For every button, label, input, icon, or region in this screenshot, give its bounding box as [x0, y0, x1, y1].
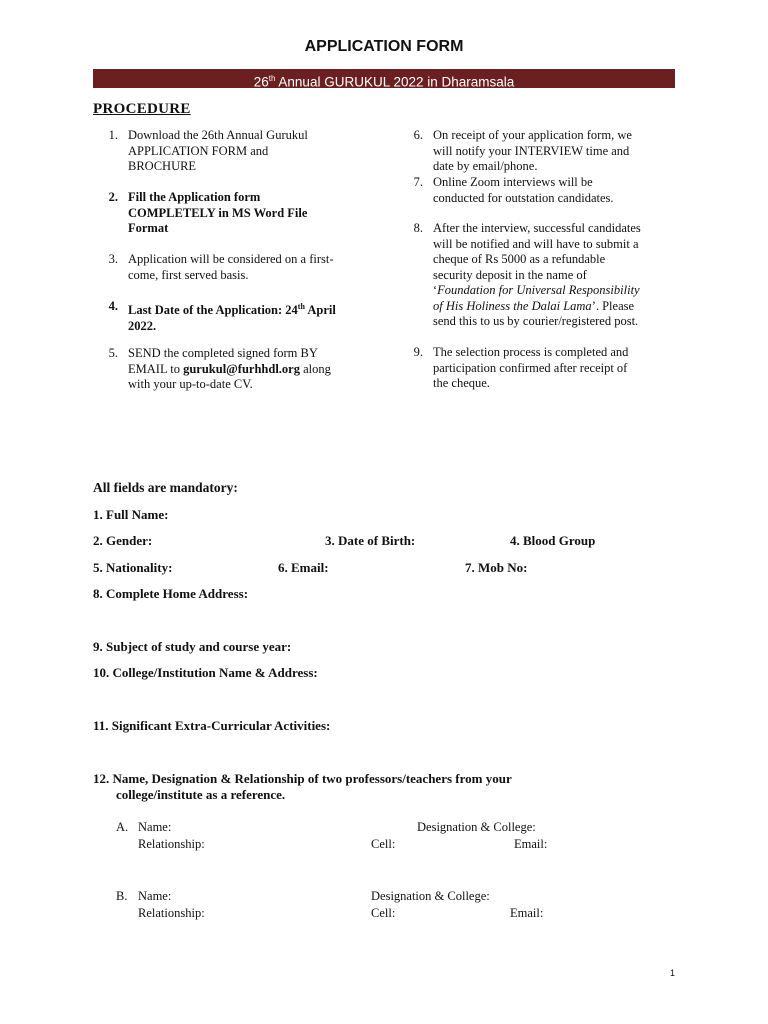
item-line: security deposit in the name of — [433, 267, 587, 282]
item-line: APPLICATION FORM and — [128, 143, 269, 158]
reference-b-relationship[interactable]: Relationship: — [138, 906, 205, 920]
procedure-heading: PROCEDURE — [93, 101, 191, 117]
item-line: Online Zoom interviews will be — [433, 175, 593, 189]
item-line: will be notified and will have to submit a — [433, 236, 639, 251]
item-line: Format — [128, 221, 169, 235]
banner-number: 26 — [253, 74, 269, 90]
item-line: send this to us by courier/registered post. — [433, 314, 639, 328]
item-line: Download the 26th Annual Gurukul — [128, 128, 308, 142]
deadline-year: 2022. — [128, 318, 157, 333]
item-line: participation confirmed after receipt of — [433, 360, 628, 375]
item-line: BROCHURE — [128, 159, 197, 173]
close-quote: ’ — [591, 298, 596, 313]
item-number: 8. — [413, 221, 423, 235]
deadline-text: Last Date of the Application: 24 — [128, 303, 298, 318]
reference-heading: 12. Name, Designation & Relationship of two professors/teachers from your — [93, 771, 512, 786]
item-line: COMPLETELY in MS Word File — [128, 205, 308, 220]
reference-a-relationship[interactable]: Relationship: — [138, 837, 205, 851]
event-banner — [93, 69, 675, 88]
item-number: 7. — [413, 175, 423, 189]
reference-b-designation[interactable]: Designation & College: — [371, 889, 490, 903]
item-number: 5. — [108, 346, 118, 360]
item-line: with your up-to-date CV. — [128, 377, 253, 391]
nationality-field[interactable]: 5. Nationality: — [93, 560, 173, 575]
foundation-name: Foundation for Universal Responsibility — [437, 283, 640, 297]
item-line: Application will be considered on a first- — [128, 252, 334, 266]
item-line: The selection process is completed and — [433, 345, 629, 359]
item-line: After the interview, successful candidates — [433, 221, 641, 235]
reference-b-letter: B. — [116, 889, 128, 903]
subject-field[interactable]: 9. Subject of study and course year: — [93, 639, 292, 654]
reference-a-name[interactable]: Name: — [138, 820, 172, 834]
item-line: conducted for outstation candidates. — [433, 190, 614, 205]
item-line: come, first served basis. — [128, 267, 249, 282]
full-name-field[interactable]: 1. Full Name: — [93, 507, 169, 522]
reference-a-letter: A. — [116, 820, 129, 834]
foundation-name-cont: of His Holiness the Dalai Lama — [433, 298, 592, 313]
page-number: 1 — [670, 968, 676, 978]
item-text: EMAIL to — [128, 361, 184, 376]
extracurricular-field[interactable]: 11. Significant Extra-Curricular Activities: — [93, 718, 331, 733]
banner-text: Annual GURUKUL 2022 in Dharamsala — [275, 74, 515, 90]
reference-a-email[interactable]: Email: — [514, 837, 548, 851]
item-number: 6. — [413, 128, 423, 142]
mandatory-notice: All fields are mandatory: — [93, 480, 238, 495]
item-text: . Please — [595, 298, 635, 313]
item-line: date by email/phone. — [433, 159, 538, 173]
item-line: On receipt of your application form, we — [433, 128, 632, 142]
home-address-field[interactable]: 8. Complete Home Address: — [93, 586, 249, 601]
page-title: APPLICATION FORM — [304, 38, 464, 55]
item-line: will notify your INTERVIEW time and — [433, 143, 630, 158]
item-number: 1. — [108, 128, 118, 142]
mobile-field[interactable]: 7. Mob No: — [465, 560, 528, 575]
banner-superscript: th — [268, 74, 276, 83]
item-number: 3. — [108, 252, 118, 266]
item-line: SEND the completed signed form BY — [128, 346, 318, 360]
reference-b-cell[interactable]: Cell: — [371, 906, 396, 920]
item-number: 2. — [108, 190, 118, 204]
college-field[interactable]: 10. College/Institution Name & Address: — [93, 665, 318, 680]
deadline-superscript: th — [297, 302, 305, 311]
item-number: 4. — [108, 299, 118, 313]
blood-group-field[interactable]: 4. Blood Group — [510, 533, 596, 548]
item-line: Fill the Application form — [128, 190, 261, 204]
reference-a-cell[interactable]: Cell: — [371, 837, 396, 851]
gender-field[interactable]: 2. Gender: — [93, 533, 153, 548]
date-of-birth-field[interactable]: 3. Date of Birth: — [325, 533, 416, 548]
reference-a-designation[interactable]: Designation & College: — [417, 820, 536, 834]
reference-b-email[interactable]: Email: — [510, 906, 544, 920]
item-line: the cheque. — [433, 376, 490, 390]
reference-b-name[interactable]: Name: — [138, 889, 172, 903]
reference-heading-cont: college/institute as a reference. — [116, 787, 286, 802]
item-line: cheque of Rs 5000 as a refundable — [433, 252, 606, 266]
contact-email-link[interactable]: gurukul@furhhdl.org — [183, 361, 300, 376]
deadline-month: April — [304, 303, 336, 318]
open-quote: ‘ — [433, 283, 438, 297]
email-field[interactable]: 6. Email: — [278, 560, 329, 575]
item-text: along — [299, 361, 331, 376]
item-number: 9. — [413, 345, 423, 359]
